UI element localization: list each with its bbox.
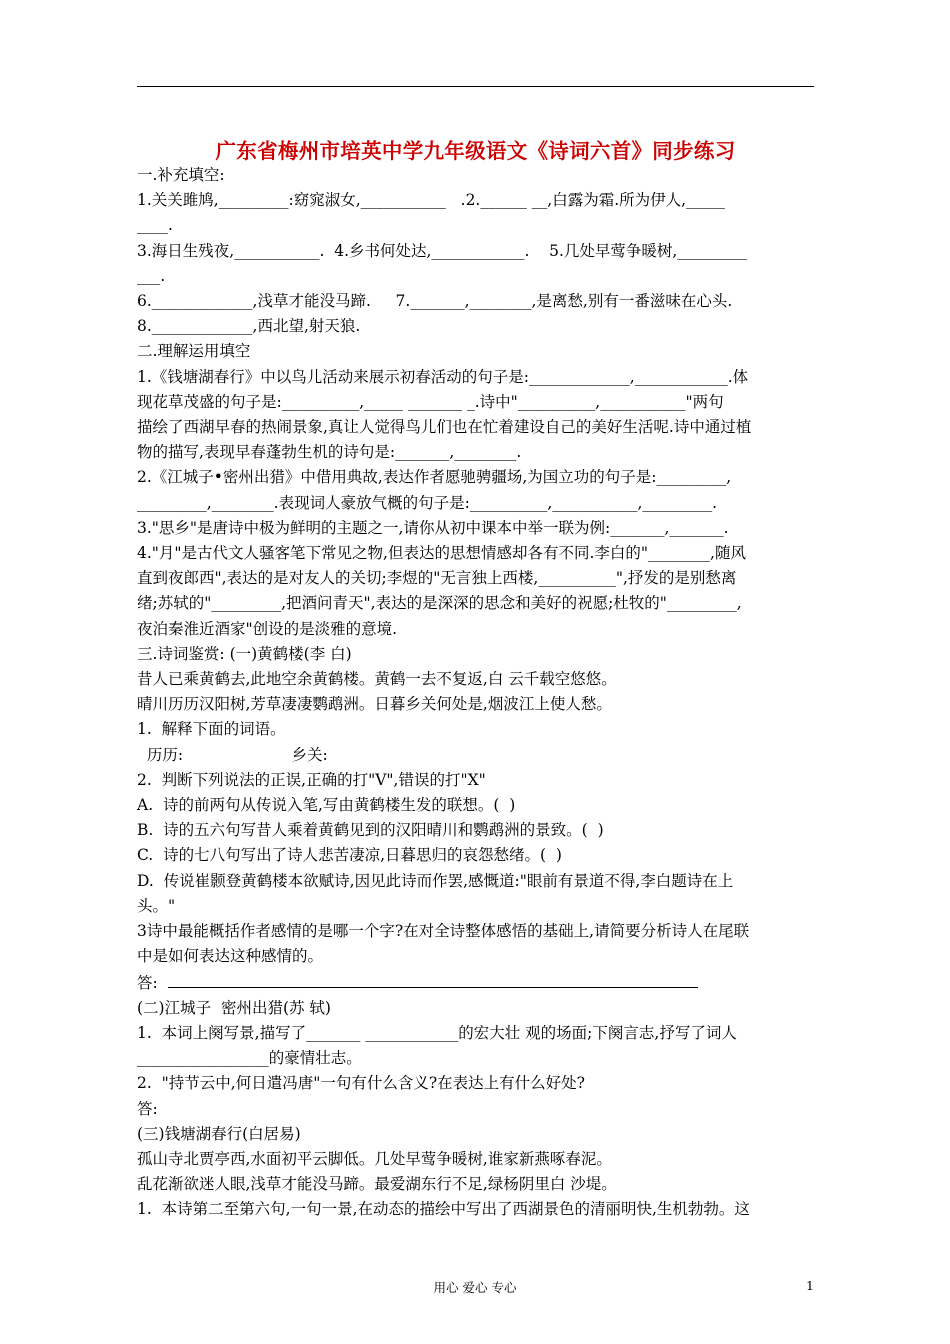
text-line: 1.关关雎鸠,_________:窈窕淑女,___________ .2.______ __,白露为霜.所为伊人,_____: [137, 191, 725, 210]
text-line: 直到夜郎西",表达的是对友人的关切;李煜的"无言独上西楼,__________",抒发的是别愁离: [137, 569, 737, 588]
page-footer: 用心 爱心 专心: [433, 1280, 517, 1295]
text-line: 绪;苏轼的"_________,把酒问青天",表达的是深深的思念和美好的祝愿;杜牧的"_________,: [137, 594, 742, 613]
text-line: 一.补充填空:: [137, 166, 225, 184]
section-heading: 二.理解运用填空: [137, 342, 251, 361]
answer-line: [168, 970, 698, 988]
answer-label: 答:: [137, 973, 158, 992]
header-rule: [137, 86, 814, 87]
text-line: 2. "持节云中,何日遣冯唐"一句有什么含义?在表达上有什么好处?: [137, 1074, 585, 1093]
page-number: 1: [806, 1278, 814, 1293]
text-line: 头。": [137, 896, 176, 915]
section-heading: (三)钱塘湖春行(白居易): [137, 1124, 301, 1143]
text-line: 描绘了西湖早春的热闹景象,真让人觉得鸟儿们也在忙着建设自己的美好生活呢.诗中通过植: [137, 418, 752, 437]
text-line: 现花草茂盛的句子是:__________,_____ _______ _.诗中"__________,___________"两句: [137, 392, 724, 411]
text-line: 4."月"是古代文人骚客笔下常见之物,但表达的思想情感却各有不同.李白的"________,随风: [137, 544, 746, 563]
text-line: A. 诗的前两句从传说入笔,写由黄鹤楼生发的联想。( ): [137, 796, 516, 815]
worksheet-body: [137, 163, 815, 1223]
text-line: 6._____________,浅草才能没马蹄. 7._______,________,是离愁,别有一番滋味在心头.: [137, 292, 733, 311]
text-line: _________,________.表现词人豪放气概的句子是:__________,___________,_________.: [137, 493, 718, 512]
text-line: 中是如何表达这种感情的。: [137, 947, 324, 966]
text-line: D. 传说崔颢登黄鹤楼本欲赋诗,因见此诗而作罢,感慨道:"眼前有景道不得,李白题诗在上: [137, 871, 734, 890]
text-line: 1. 本诗第二至第六句,一句一景,在动态的描绘中写出了西湖景色的清丽明快,生机勃勃。这: [137, 1200, 750, 1219]
answer-row: [137, 970, 815, 996]
text-line: ___.: [137, 266, 166, 285]
poem-line: 昔人已乘黄鹤去,此地空余黄鹤楼。黄鹤一去不复返,白 云千载空悠悠。: [137, 670, 617, 689]
text-line: 3诗中最能概括作者感情的是哪一个字?在对全诗整体感悟的基础上,请简要分析诗人在尾联: [137, 922, 750, 941]
page-title: 广东省梅州市培英中学九年级语文《诗词六首》同步练习: [215, 139, 736, 163]
text-line: 2.《江城子•密州出猎》中借用典故,表达作者愿驰骋疆场,为国立功的句子是:_________,: [137, 468, 732, 487]
text-line: 夜泊秦淮近酒家"创设的是淡雅的意境.: [137, 619, 398, 638]
text-line: 1. 本词上阕写景,描写了_______ ____________的宏大壮 观的场面;下阕言志,抒写了词人: [137, 1023, 737, 1042]
text-line: 1.《钱塘湖春行》中以鸟儿活动来展示初春活动的句子是:_____________,____________.体: [137, 367, 749, 386]
poem-line: 孤山寺北贾亭西,水面初平云脚低。几处早莺争暖树,谁家新燕啄春泥。: [137, 1149, 612, 1168]
text-line: 3.海日生残夜,___________. 4.乡书何处达,____________. 5.几处早莺争暖树,_________: [137, 241, 748, 260]
text-line: _________________的豪情壮志。: [137, 1049, 362, 1068]
text-line: C. 诗的七八句写出了诗人悲苦凄凉,日暮思归的哀怨愁绪。( ): [137, 846, 562, 865]
poem-line: 乱花渐欲迷人眼,浅草才能没马蹄。最爱湖东行不足,绿杨阴里白 沙堤。: [137, 1175, 617, 1194]
section-heading: 三.诗词鉴赏: (一)黄鹤楼(李 白): [137, 644, 352, 663]
poem-line: 晴川历历汉阳树,芳草凄凄鹦鹉洲。日暮乡关何处是,烟波江上使人愁。: [137, 695, 612, 714]
text-line: 8._____________,西北望,射天狼.: [137, 317, 361, 336]
text-line: 历历: 乡关:: [137, 745, 328, 764]
text-line: 答:: [137, 1099, 158, 1118]
text-line: 3."思乡"是唐诗中极为鲜明的主题之一,请你从初中课本中举一联为例:_______,_______.: [137, 518, 729, 537]
text-line: 2. 判断下列说法的正误,正确的打"V",错误的打"X": [137, 770, 486, 789]
text-line: ____.: [137, 216, 173, 235]
section-heading: (二)江城子 密州出猎(苏 轼): [137, 998, 331, 1017]
text-line: 物的描写,表现早春蓬勃生机的诗句是:_______,________.: [137, 443, 522, 462]
text-line: B. 诗的五六句写昔人乘着黄鹤见到的汉阳晴川和鹦鹉洲的景致。( ): [137, 821, 604, 840]
text-line: 1. 解释下面的词语。: [137, 720, 286, 739]
